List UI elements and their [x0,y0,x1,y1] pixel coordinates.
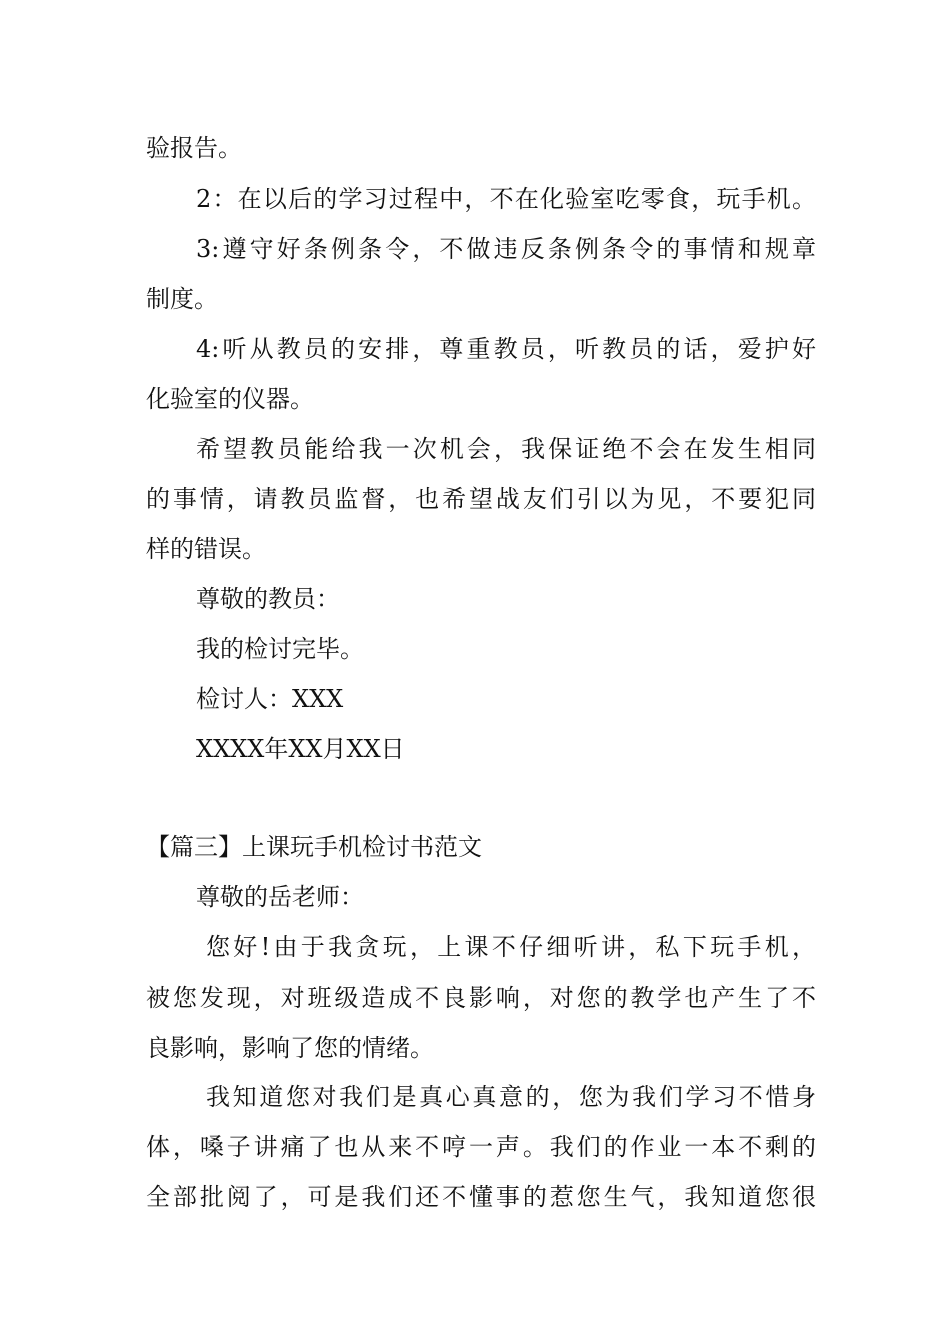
section-heading: 【篇三】上课玩手机检讨书范文 [146,833,482,861]
text-line: 的事情，请教员监督，也希望战友们引以为见，不要犯同 [146,485,816,513]
text-line: 尊敬的岳老师： [196,883,364,911]
text-line: 样的错误。 [146,535,266,563]
text-line: 我知道您对我们是真心真意的，您为我们学习不惜身 [206,1083,816,1111]
text-line: 被您发现，对班级造成不良影响，对您的教学也产生了不 [146,984,816,1012]
text-line: 尊敬的教员： [196,585,340,613]
signature-date: XXXX年XX月XX日 [196,735,405,763]
text-line: 希望教员能给我一次机会，我保证绝不会在发生相同 [196,435,816,463]
text-line: 制度。 [146,285,218,313]
text-line: 验报告。 [146,134,242,162]
text-line: 您好!由于我贪玩，上课不仔细听讲，私下玩手机， [206,933,816,961]
text-line: 4:听从教员的安排，尊重教员，听教员的话，爱护好 [196,335,816,363]
text-line: 3:遵守好条例条令，不做违反条例条令的事情和规章 [196,235,816,263]
text-line: 全部批阅了，可是我们还不懂事的惹您生气，我知道您很 [146,1183,816,1211]
text-line: 良影响，影响了您的情绪。 [146,1034,434,1062]
text-line: 我的检讨完毕。 [196,635,364,663]
signature-name: 检讨人：XXX [196,685,344,713]
text-line: 2：在以后的学习过程中，不在化验室吃零食，玩手机。 [196,185,816,213]
text-line: 体，嗓子讲痛了也从来不哼一声。我们的作业一本不剩的 [146,1133,816,1161]
text-line: 化验室的仪器。 [146,385,314,413]
